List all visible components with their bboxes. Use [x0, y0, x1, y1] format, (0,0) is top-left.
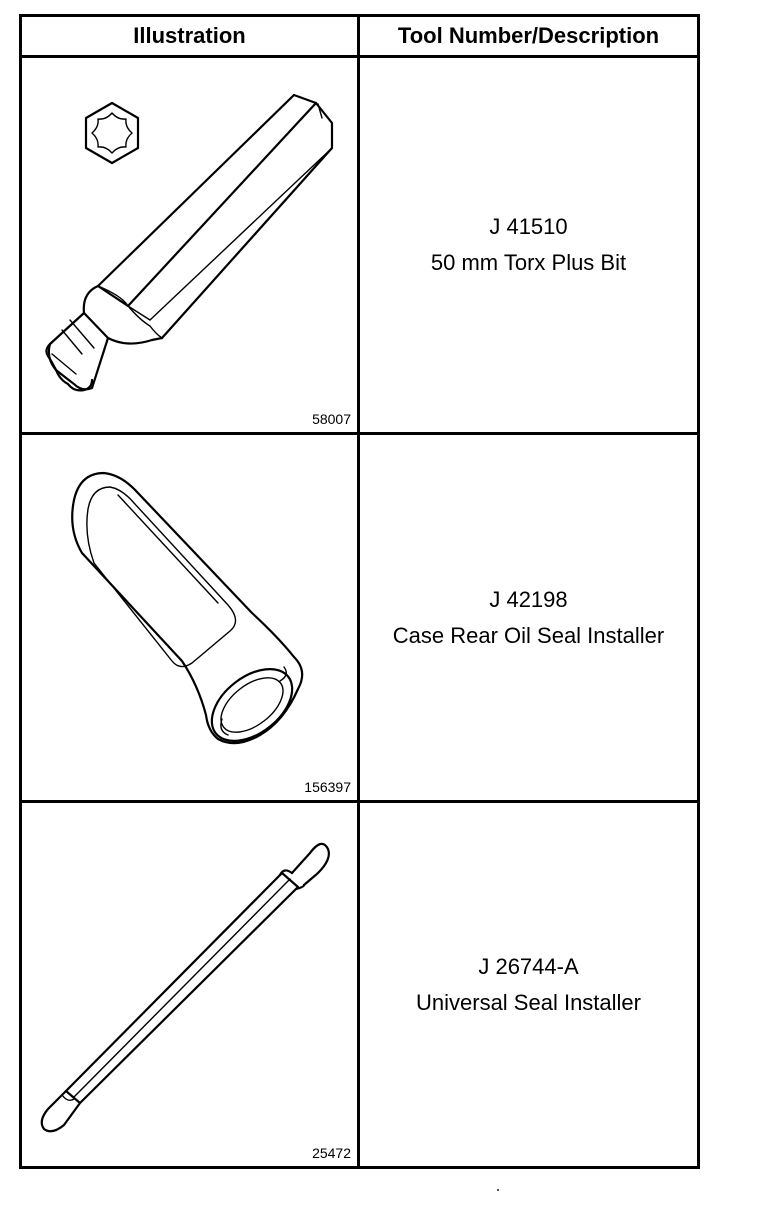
- tool-description: Case Rear Oil Seal Installer: [392, 622, 665, 648]
- figure-number: 156397: [304, 779, 351, 795]
- tool-number: J 41510: [489, 214, 568, 239]
- universal-seal-installer-icon: [22, 803, 357, 1163]
- description-cell: [360, 58, 697, 432]
- figure-number: 58007: [312, 411, 351, 427]
- illustration-cell: [22, 58, 360, 432]
- tool-description: Universal Seal Installer: [416, 989, 641, 1015]
- table-row: [22, 803, 697, 1166]
- description-cell: [360, 435, 697, 800]
- header-illustration: Illustration: [22, 17, 360, 58]
- seal-installer-icon: [22, 435, 357, 800]
- tool-description: 50 mm Torx Plus Bit: [430, 250, 627, 275]
- tool-number: J 26744-A: [478, 953, 579, 979]
- illustration-cell: [22, 803, 360, 1166]
- illustration-cell: [22, 435, 360, 800]
- figure-number: 25472: [312, 1145, 351, 1161]
- header-tool-number-description: Tool Number/Description: [360, 17, 697, 58]
- description-cell: [360, 803, 697, 1166]
- scan-speck: [497, 1189, 499, 1191]
- table-row: [22, 435, 697, 803]
- table-row: [22, 58, 697, 435]
- tool-number: J 42198: [489, 586, 568, 612]
- tool-table: [19, 14, 700, 1169]
- torx-plus-bit-icon: [22, 58, 357, 432]
